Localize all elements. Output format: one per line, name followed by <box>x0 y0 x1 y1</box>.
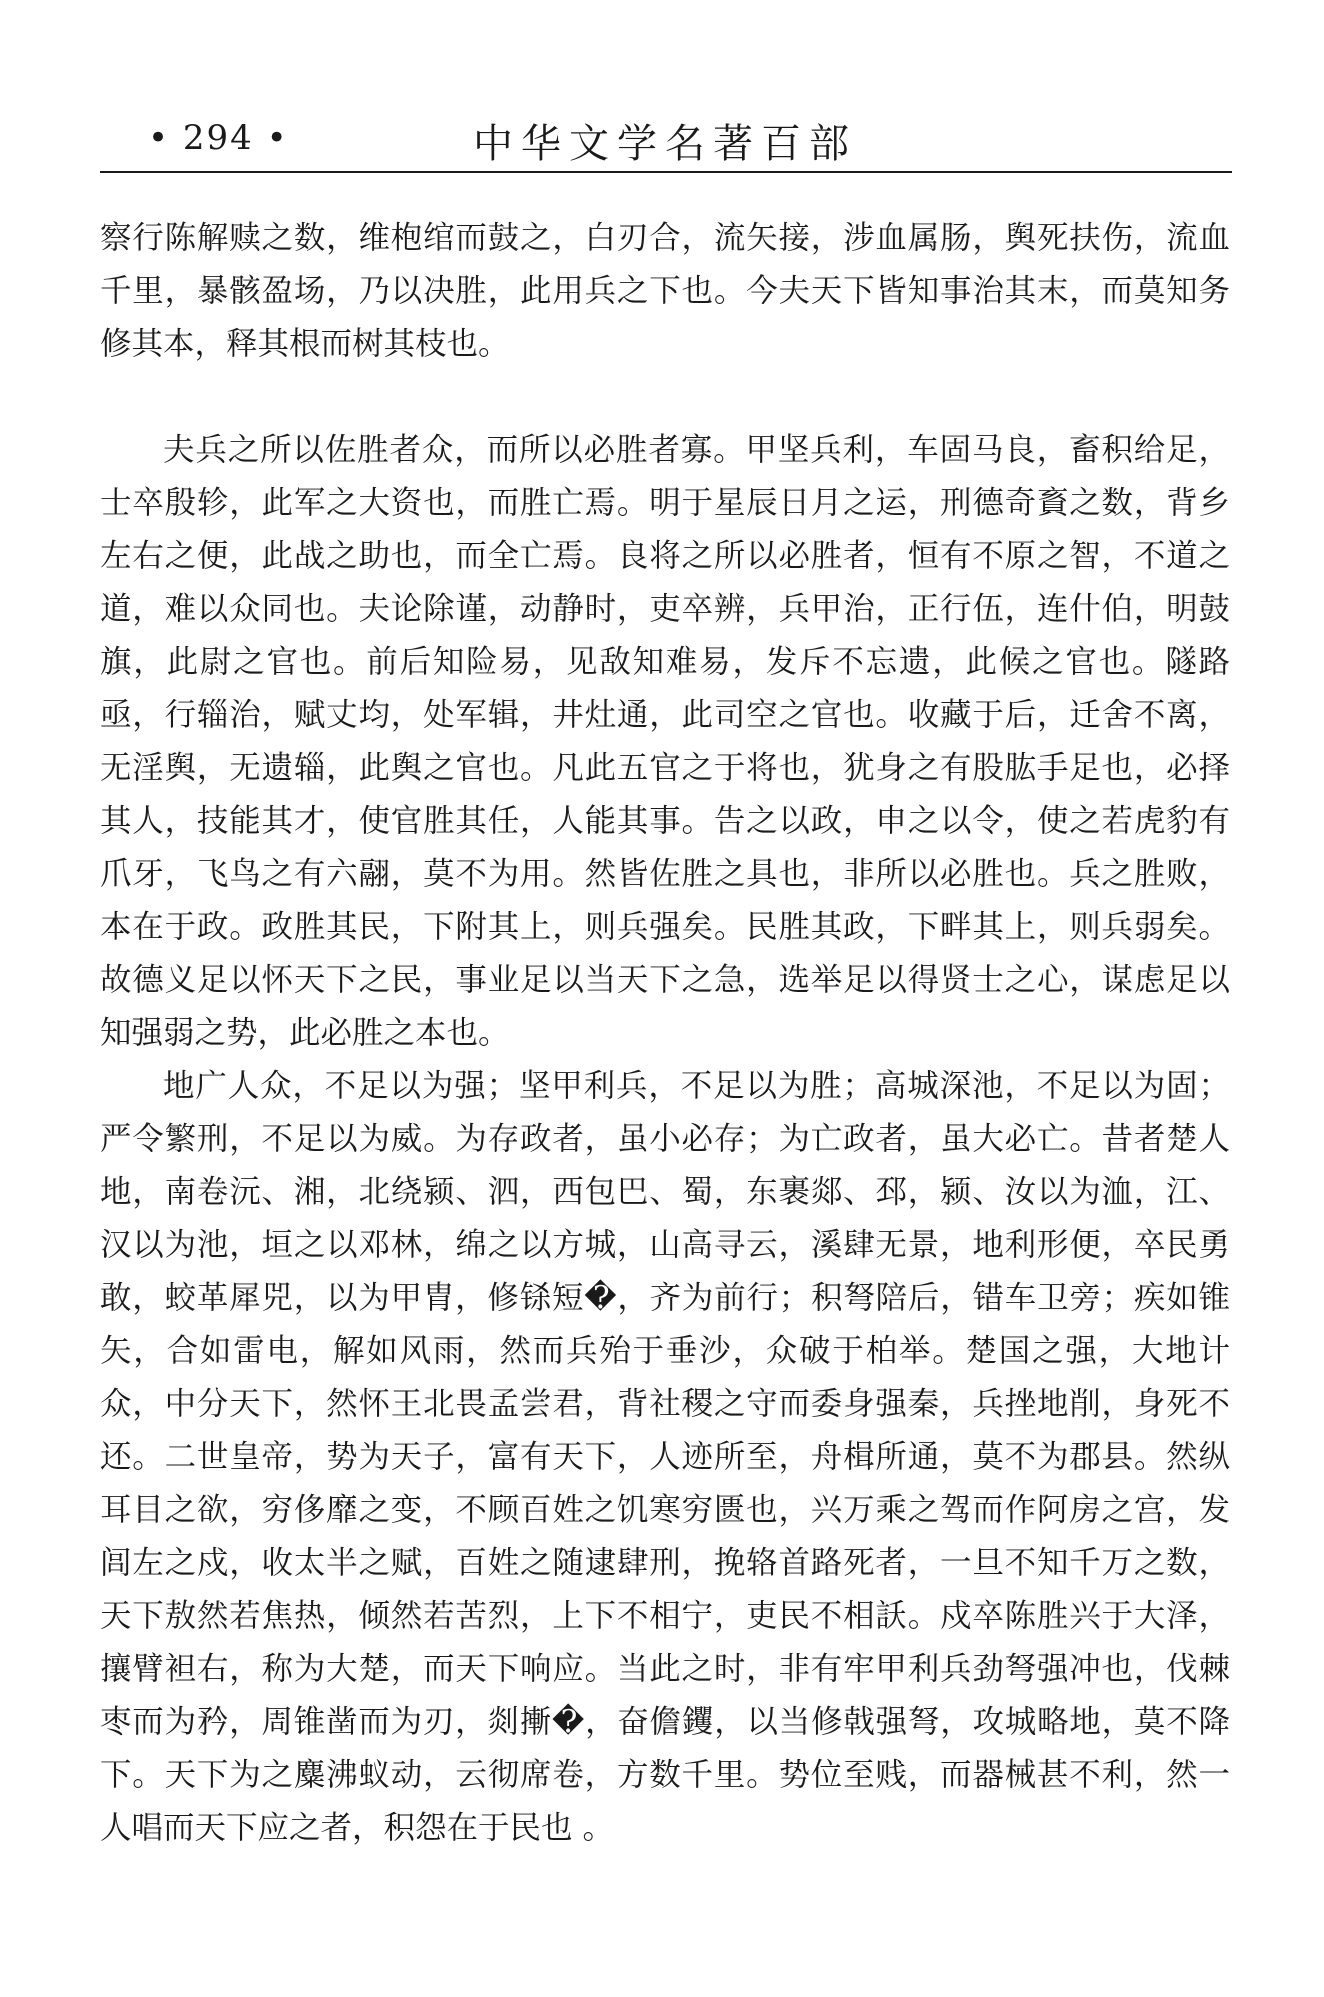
paragraph: 察行陈解赎之数，维枹绾而鼓之，白刃合，流矢接，涉血属肠，舆死扶伤，流血千里，暴骸盈场，乃以决胜，此用兵之下也。今夫天下皆知事治其末，而莫知务修其本，释其根而树其枝也。 <box>100 220 1230 362</box>
book-title: 中华文学名著百部 <box>473 121 857 167</box>
body-text <box>100 212 1230 1855</box>
header-rule <box>100 171 1232 173</box>
paragraph: 地广人众，不足以为强；坚甲利兵，不足以为胜；高城深池，不足以为固；严令繁刑，不足以为威。为存政者，虽小必存；为亡政者，虽大必亡。昔者楚人地，南卷沅、湘，北绕颍、泗，西包巴、蜀，东裹郯、邳，颍、汝以为洫，江、汉以为池，垣之以邓林，绵之以方城，山高寻云，溪肆无景，地利形便，卒民勇敢，蛟革犀兕，以为甲胄，修铩短�，齐为前行；积弩陪后，错车卫旁；疾如锥矢，合如雷电，解如风雨，然而兵殆于垂沙，众破于柏举。楚国之强，大地计众，中分天下，然怀王北畏孟尝君，背社稷之守而委身强秦，兵挫地削，身死不还。二世皇帝，势为天子，富有天下，人迹所至，舟楫所通，莫不为郡县。然纵耳目之欲，穷侈靡之变，不顾百姓之饥寒穷匮也，兴万乘之驾而作阿房之宫，发闾左之戍，收太半之赋，百姓之随逮肆刑，挽辂首路死者，一旦不知千万之数，天下敖然若焦热，倾然若苦烈，上下不相宁，吏民不相訞。戍卒陈胜兴于大泽，攘臂袒右，称为大楚，而天下响应。当此之时，非有牢甲利兵劲弩强冲也，伐棘枣而为矜，周锥凿而为刃，剡摲�，奋儋钁，以当修戟强弩，攻城略地，莫不降下。天下为之麋沸蚁动，云彻席卷，方数千里。势位至贱，而器械甚不利，然一人唱而天下应之者，积怨在于民也 。 <box>100 1068 1230 1846</box>
page-number: • 294 • <box>148 118 289 158</box>
page-header <box>100 110 1230 170</box>
paragraph: 夫兵之所以佐胜者众，而所以必胜者寡。甲坚兵利，车固马良，畜积给足，士卒殷轸，此军之大资也，而胜亡焉。明于星辰日月之运，刑德奇賌之数，背乡左右之便，此战之助也，而全亡焉。良将之所以必胜者，恒有不原之智，不道之道，难以众同也。夫论除谨，动静时，吏卒辨，兵甲治，正行伍，连什伯，明鼓旗，此尉之官也。前后知险易，见敌知难易，发斥不忘遗，此候之官也。隧路亟，行辎治，赋丈均，处军辑，井灶通，此司空之官也。收藏于后，迁舍不离，无淫舆，无遗辎，此舆之官也。凡此五官之于将也，犹身之有股肱手足也，必择其人，技能其才，使官胜其任，人能其事。告之以政，申之以令，使之若虎豹有爪牙，飞鸟之有六翮，莫不为用。然皆佐胜之具也，非所以必胜也。兵之胜败，本在于政。政胜其民，下附其上，则兵强矣。民胜其政，下畔其上，则兵弱矣。故德义足以怀天下之民，事业足以当天下之急，选举足以得贤士之心，谋虑足以知强弱之势，此必胜之本也。 <box>100 432 1230 1051</box>
